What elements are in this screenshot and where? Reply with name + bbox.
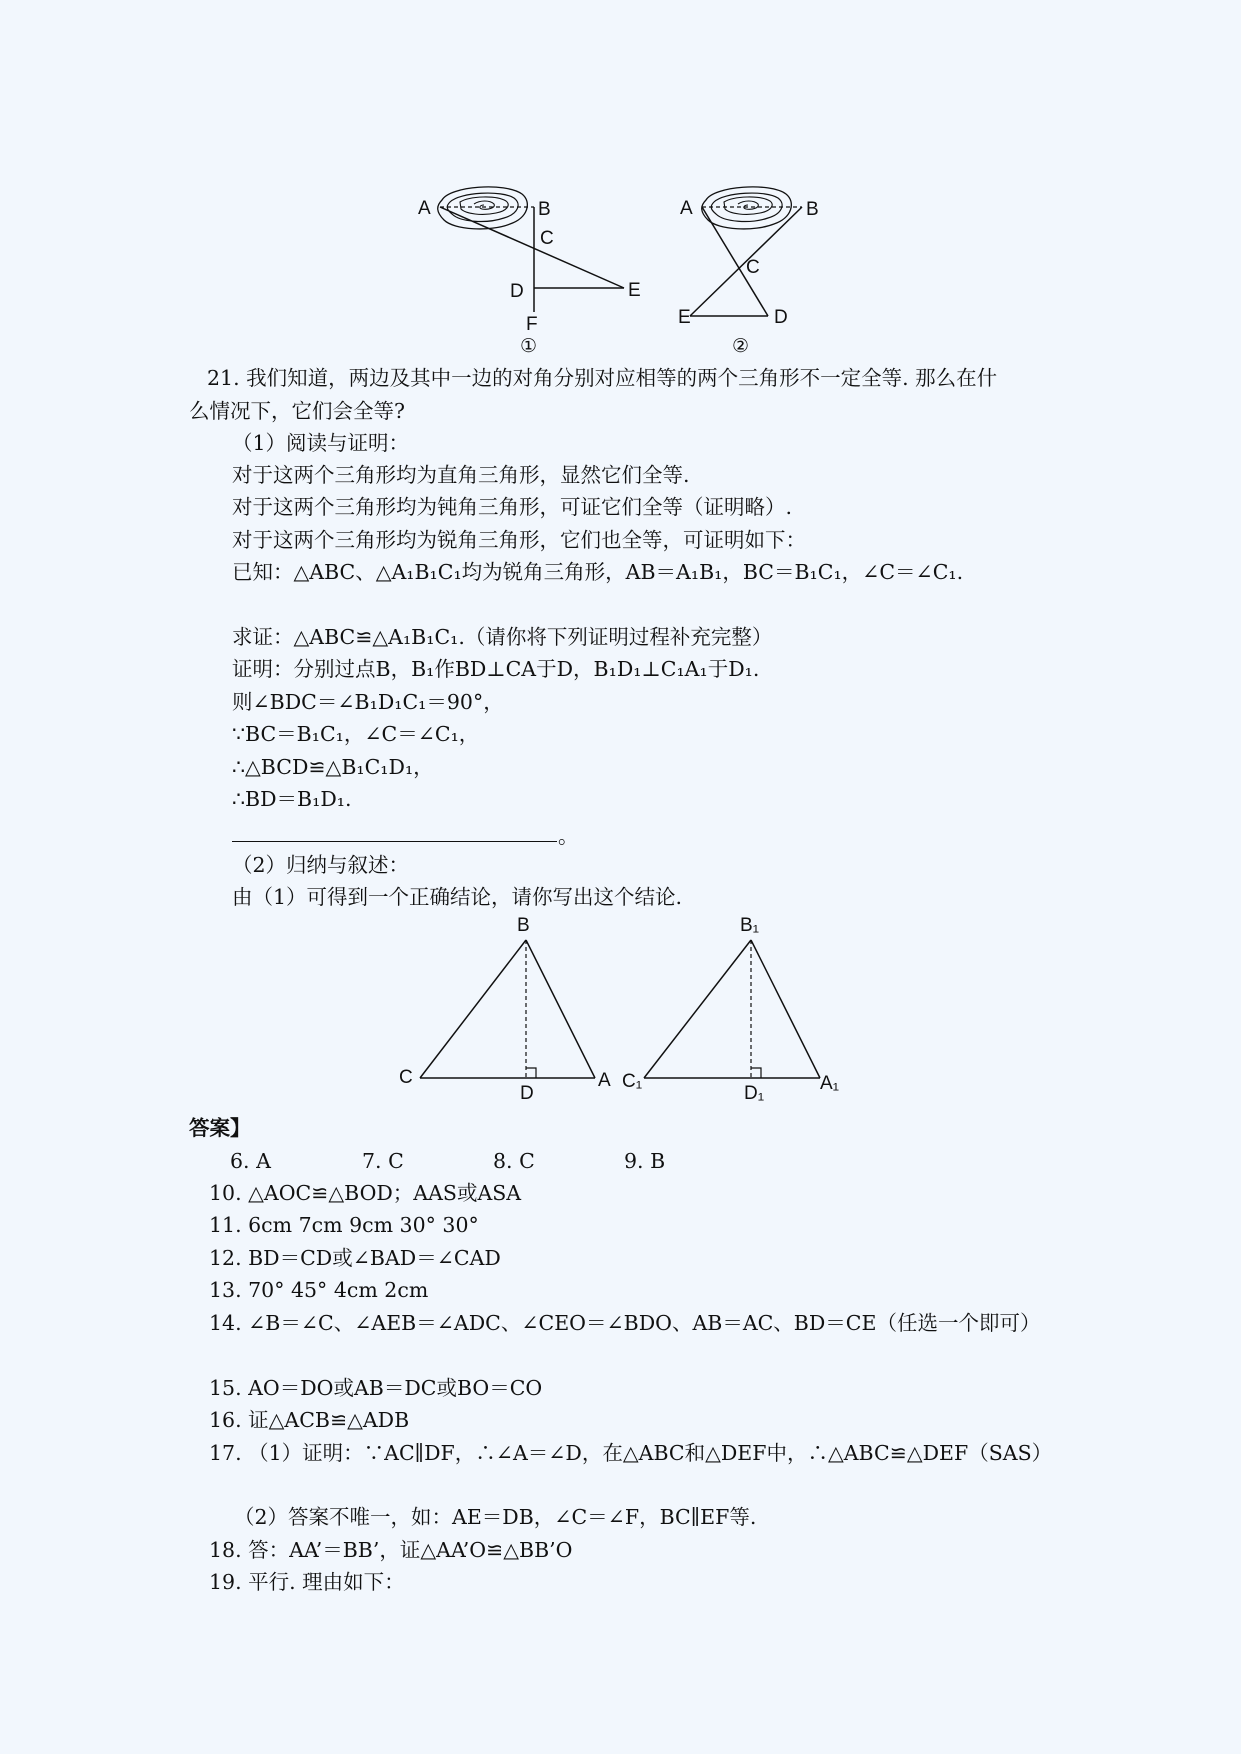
answer-19: 19. 平行. 理由如下：: [209, 1570, 405, 1594]
tri-left-C: C: [399, 1067, 413, 1088]
answer-6: 6. A: [230, 1149, 271, 1173]
answer-17: 17. （1）证明：∵AC∥DF，∴∠A＝∠D，在△ABC和△DEF中，∴△ABC≌△DEF（SAS）: [209, 1441, 1053, 1465]
fig1-label-E: E: [628, 280, 641, 301]
fig1-label-C: C: [540, 228, 554, 249]
figure-1-lake: [410, 180, 640, 360]
q21-line-1: 对于这两个三角形均为直角三角形，显然它们全等.: [232, 463, 690, 487]
tri-left-B: B: [517, 915, 530, 936]
answer-10: 10. △AOC≌△BOD；AAS或ASA: [209, 1181, 522, 1205]
answer-17b: （2）答案不唯一，如：AE＝DB，∠C＝∠F，BC∥EF等.: [234, 1505, 757, 1529]
answer-9: 9. B: [624, 1149, 666, 1173]
fig2-caption: ②: [732, 336, 750, 357]
answer-15: 15. AO＝DO或AB＝DC或BO＝CO: [209, 1376, 543, 1400]
q21-prove: 求证：△ABC≌△A₁B₁C₁.（请你将下列证明过程补充完整）: [232, 625, 773, 649]
answer-12: 12. BD＝CD或∠BAD＝∠CAD: [209, 1246, 501, 1270]
q21-proof-3: ∵BC＝B₁C₁，∠C＝∠C₁，: [232, 722, 480, 746]
tri-right-A: A₁: [820, 1073, 840, 1094]
answers-heading: 答案】: [189, 1116, 251, 1140]
tri-left-A: A: [598, 1070, 611, 1091]
tri-right-C: C₁: [622, 1071, 643, 1092]
answer-11: 11. 6cm 7cm 9cm 30° 30°: [209, 1213, 479, 1237]
fig1-label-B: B: [538, 199, 551, 220]
fig1-label-A: A: [418, 198, 431, 219]
q21-intro-2: 么情况下，它们会全等?: [189, 399, 405, 423]
figure-2-lake: [680, 180, 840, 360]
q21-given: 已知：△ABC、△A₁B₁C₁均为锐角三角形，AB＝A₁B₁，BC＝B₁C₁，∠C＝∠C₁.: [232, 560, 964, 584]
answer-16: 16. 证△ACB≌△ADB: [209, 1408, 410, 1432]
q21-proof-4: ∴△BCD≌△B₁C₁D₁，: [232, 755, 434, 779]
fig1-label-F: F: [526, 314, 538, 335]
answer-8: 8. C: [493, 1149, 535, 1173]
q21-proof-1: 证明：分别过点B，B₁作BD⊥CA于D，B₁D₁⊥C₁A₁于D₁.: [232, 657, 760, 681]
fig2-label-B: B: [806, 199, 819, 220]
tri-left-D: D: [520, 1083, 534, 1104]
q21-line-3: 对于这两个三角形均为锐角三角形，它们也全等，可证明如下：: [232, 528, 806, 552]
answer-blank-line: [232, 841, 557, 842]
q21-part2-text: 由（1）可得到一个正确结论，请你写出这个结论.: [232, 885, 683, 909]
answer-14: 14. ∠B＝∠C、∠AEB＝∠ADC、∠CEO＝∠BDO、AB＝AC、BD＝CE（任选一个即可）: [209, 1311, 1041, 1335]
answer-7: 7. C: [362, 1149, 404, 1173]
answer-18: 18. 答：AA’＝BB’，证△AA’O≌△BB’O: [209, 1538, 573, 1562]
fig1-label-D: D: [510, 281, 524, 302]
fig2-label-E: E: [678, 307, 691, 328]
fig2-label-D: D: [774, 307, 788, 328]
q21-line-2: 对于这两个三角形均为钝角三角形，可证它们全等（证明略）.: [232, 495, 793, 519]
fig2-label-C: C: [746, 257, 760, 278]
q21-part2-title: （2）归纳与叙述：: [232, 853, 410, 877]
answer-13: 13. 70° 45° 4cm 2cm: [209, 1278, 429, 1302]
triangle-figures: [390, 915, 860, 1105]
fig2-label-A: A: [680, 198, 693, 219]
q21-proof-5: ∴BD＝B₁D₁.: [232, 787, 352, 811]
fig1-caption: ①: [520, 336, 538, 357]
tri-right-D: D₁: [744, 1083, 765, 1104]
answer-blank-end: 。: [558, 824, 579, 848]
q21-part1-title: （1）阅读与证明：: [232, 431, 410, 455]
q21-proof-2: 则∠BDC＝∠B₁D₁C₁＝90°，: [232, 690, 504, 714]
q21-intro-1: 21. 我们知道，两边及其中一边的对角分别对应相等的两个三角形不一定全等. 那么在什: [207, 366, 998, 390]
tri-right-B: B₁: [740, 915, 760, 936]
